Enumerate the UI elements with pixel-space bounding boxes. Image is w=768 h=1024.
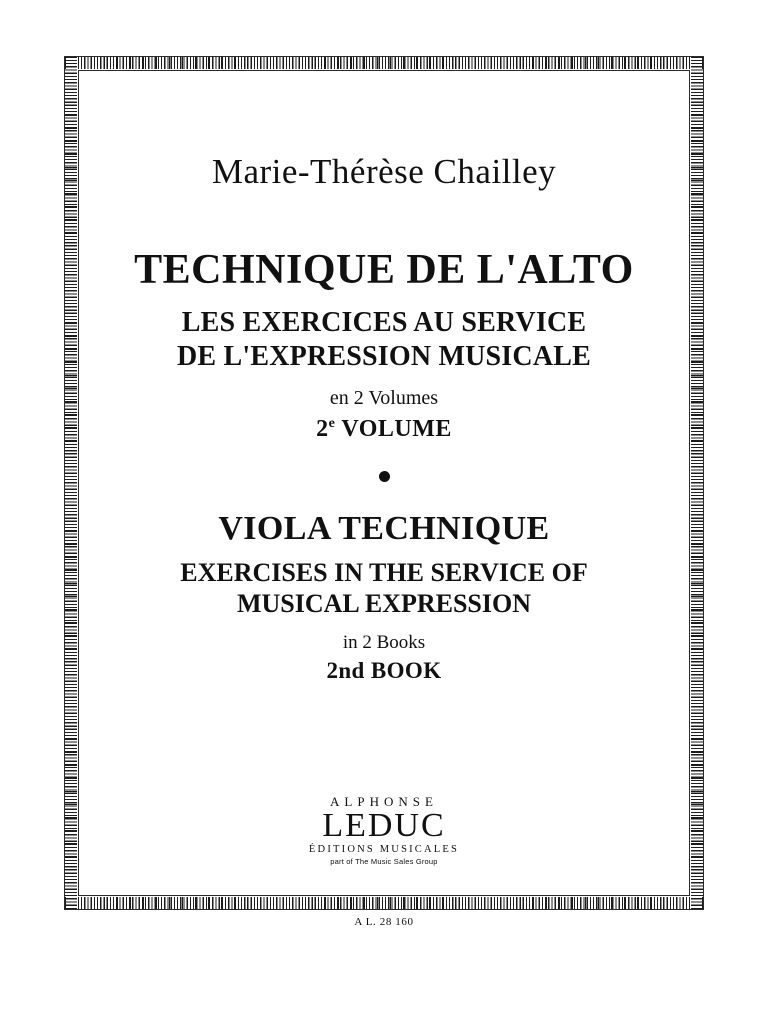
volume-number-digit: 2 (316, 416, 329, 443)
cover-content (90, 80, 678, 866)
subtitle-french (90, 306, 678, 373)
plate-number: A L. 28 160 (354, 916, 414, 928)
publisher-subtitle: ÉDITIONS MUSICALES (308, 844, 460, 856)
border-ticks-right (691, 57, 703, 909)
title-french: TECHNIQUE DE L'ALTO (134, 247, 634, 293)
border-ticks-top (65, 57, 703, 69)
title-english: VIOLA TECHNIQUE (218, 510, 550, 548)
subtitle-english-line1: EXERCISES IN THE SERVICE OF (180, 558, 588, 588)
border-ticks-left (65, 57, 77, 909)
publisher-name: ALPHONSE (330, 793, 438, 809)
book-number-english: 2nd BOOK (326, 657, 442, 683)
author-name: Marie-Thérèse Chailley (211, 152, 557, 191)
volume-number-ordinal: e (328, 416, 336, 432)
bullet-divider-icon (379, 471, 390, 482)
subtitle-english (90, 558, 678, 619)
subtitle-french-line1: LES EXERCICES AU SERVICE (181, 307, 587, 339)
subtitle-english-line2: MUSICAL EXPRESSION (236, 588, 531, 618)
books-count-english: in 2 Books (342, 631, 426, 653)
volumes-count-french: en 2 Volumes (329, 387, 439, 410)
volume-number-french (90, 416, 678, 443)
publisher-main: LEDUC (322, 806, 446, 844)
publisher-logo (90, 794, 678, 867)
subtitle-french-line2: DE L'EXPRESSION MUSICALE (177, 340, 591, 372)
volume-word: VOLUME (341, 416, 452, 443)
border-ticks-bottom (65, 897, 703, 909)
publisher-group: part of The Music Sales Group (330, 857, 438, 867)
